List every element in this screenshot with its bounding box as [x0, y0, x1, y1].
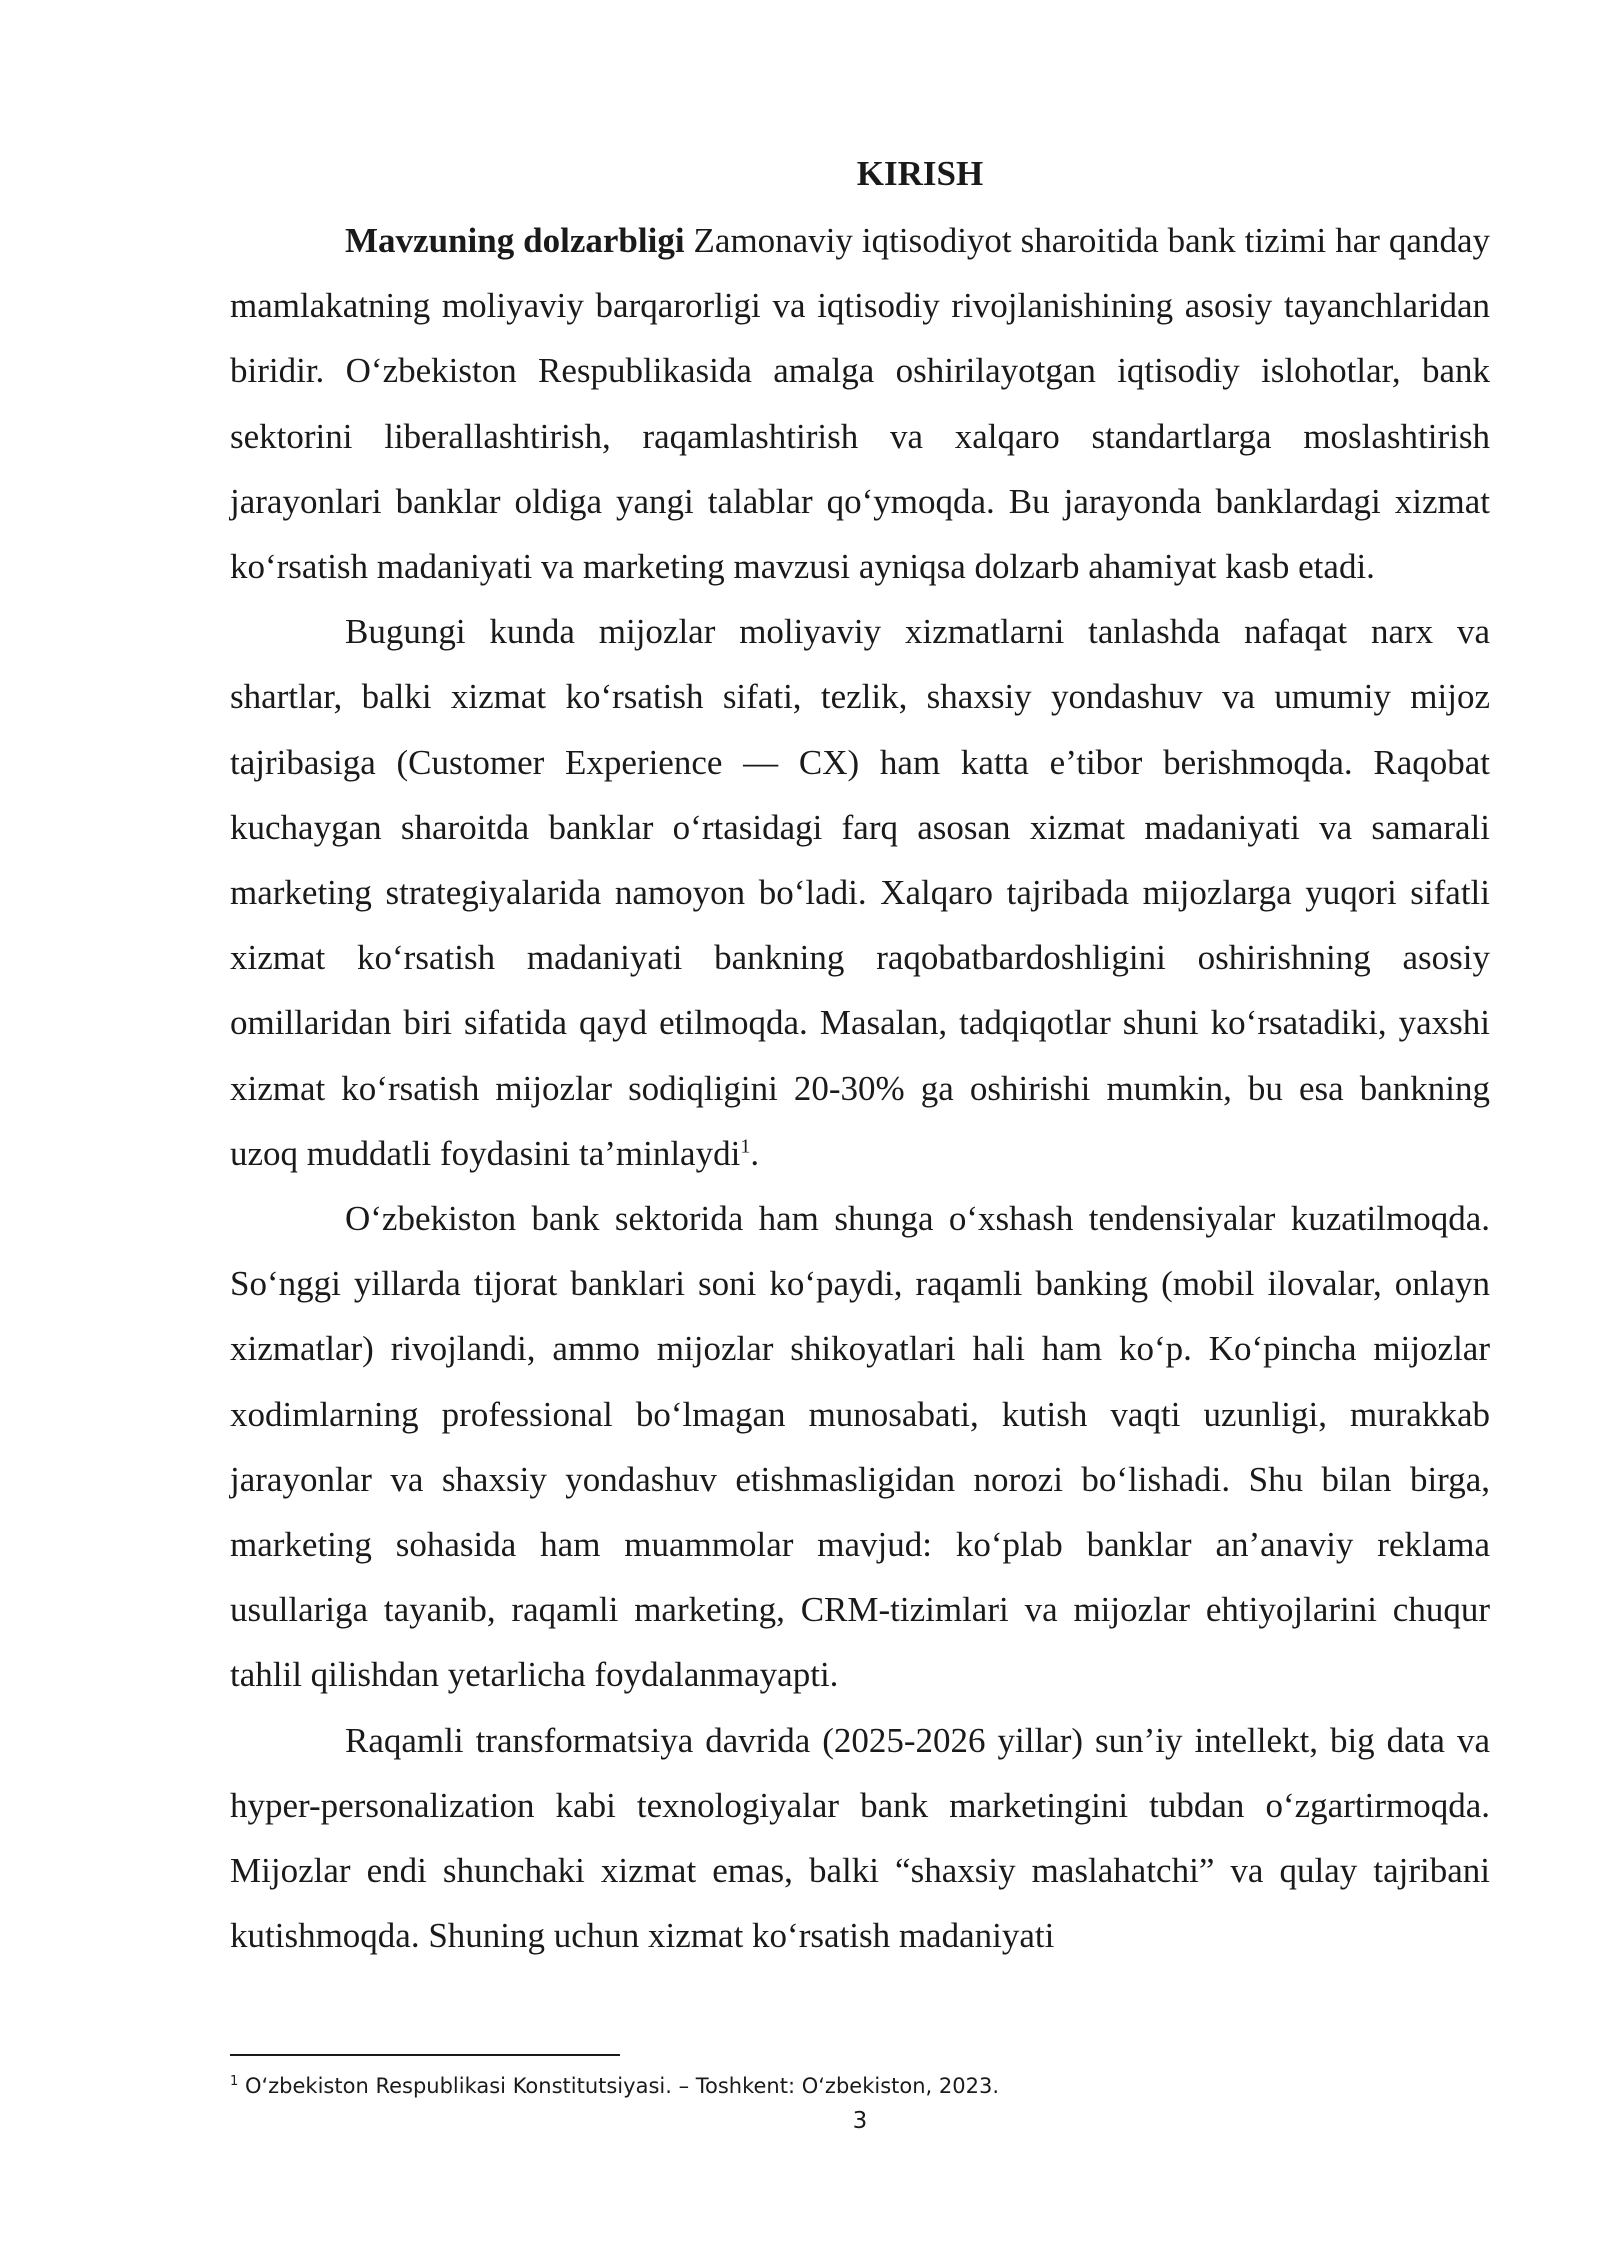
paragraph-3 [230, 1186, 1490, 1708]
paragraph-1-text: Zamonaviy iqtisodiyot sharoitida bank tizimi har qanday mamlakatning moliyaviy barqarorligi va iqtisodiy rivojlanishining asosiy tayanchlaridan biridir. O‘zbekiston Respublikasida amalga oshirilayotgan iqtisodiy islohotlar, bank sektorini liberallashtirish, raqamlashtirish va xalqaro standartlarga moslashtirish jarayonlari banklar oldiga yangi talablar qo‘ymoqda. Bu jarayonda banklardagi xizmat ko‘rsatish madaniyati va marketing mavzusi ayniqsa dolzarb ahamiyat kasb etadi. [230, 221, 1490, 587]
paragraph-1 [230, 208, 1490, 599]
footnote-reference[interactable]: 1 [740, 1135, 751, 1158]
body-text [230, 208, 1490, 1968]
footnote-number: 1 [230, 2074, 239, 2089]
section-heading: KIRISH [856, 154, 984, 193]
footnote-separator [230, 2054, 620, 2056]
paragraph-4 [230, 1708, 1490, 1969]
paragraph-lead: Mavzuning dolzarbligi [345, 221, 685, 260]
paragraph-2-tail: . [750, 1133, 760, 1173]
footnote-text: O‘zbekiston Respublikasi Konstitutsiyasi. – Toshkent: O‘zbekiston, 2023. [238, 2074, 999, 2098]
paragraph-2 [230, 599, 1490, 1186]
paragraph-4-text: Raqamli transformatsiya davrida (2025-2026 yillar) sun’iy intellekt, big data va hyper-personalization kabi texnologiyalar bank marketingini tubdan o‘zgartirmoqda. Mijozlar endi shunchaki xizmat emas, balki “shaxsiy maslahatchi” va qulay tajribani kutishmoqda. Shuning uchun xizmat ko‘rsatish madaniyati [230, 1720, 1490, 1956]
page-number: 3 [852, 2108, 868, 2134]
paragraph-3-text: O‘zbekiston bank sektorida ham shunga o‘xshash tendensiyalar kuzatilmoqda. So‘nggi yillarda tijorat banklari soni ko‘paydi, raqamli banking (mobil ilovalar, onlayn xizmatlar) rivojlandi, ammo mijozlar shikoyatlari hali ham ko‘p. Ko‘pincha mijozlar xodimlarning professional bo‘lmagan munosabati, kutish vaqti uzunligi, murakkab jarayonlar va shaxsiy yondashuv etishmasligidan norozi bo‘lishadi. Shu bilan birga, marketing sohasida ham muammolar mavjud: ko‘plab banklar an’anaviy reklama usullariga tayanib, raqamli marketing, CRM-tizimlari va mijozlar ehtiyojlarini chuqur tahlil qilishdan yetarlicha foydalanmayapti. [230, 1199, 1490, 1695]
paragraph-2-text: Bugungi kunda mijozlar moliyaviy xizmatlarni tanlashda nafaqat narx va shartlar, balki xizmat ko‘rsatish sifati, tezlik, shaxsiy yondashuv va umumiy mijoz tajribasiga (Customer Experience — CX) ham katta e’tibor berishmoqda. Raqobat kuchaygan sharoitda banklar o‘rtasidagi farq asosan xizmat madaniyati va samarali marketing strategiyalarida namoyon bo‘ladi. Xalqaro tajribada mijozlarga yuqori sifatli xizmat ko‘rsatish madaniyati bankning raqobatbardoshligini oshirishning asosiy omillaridan biri sifatida qayd etilmoqda. Masalan, tadqiqotlar shuni ko‘rsatadiki, yaxshi xizmat ko‘rsatish mijozlar sodiqligini 20-30% ga oshirishi mumkin, bu esa bankning uzoq muddatli foydasini ta’minlaydi [230, 612, 1490, 1173]
footnote [230, 2072, 1490, 2100]
